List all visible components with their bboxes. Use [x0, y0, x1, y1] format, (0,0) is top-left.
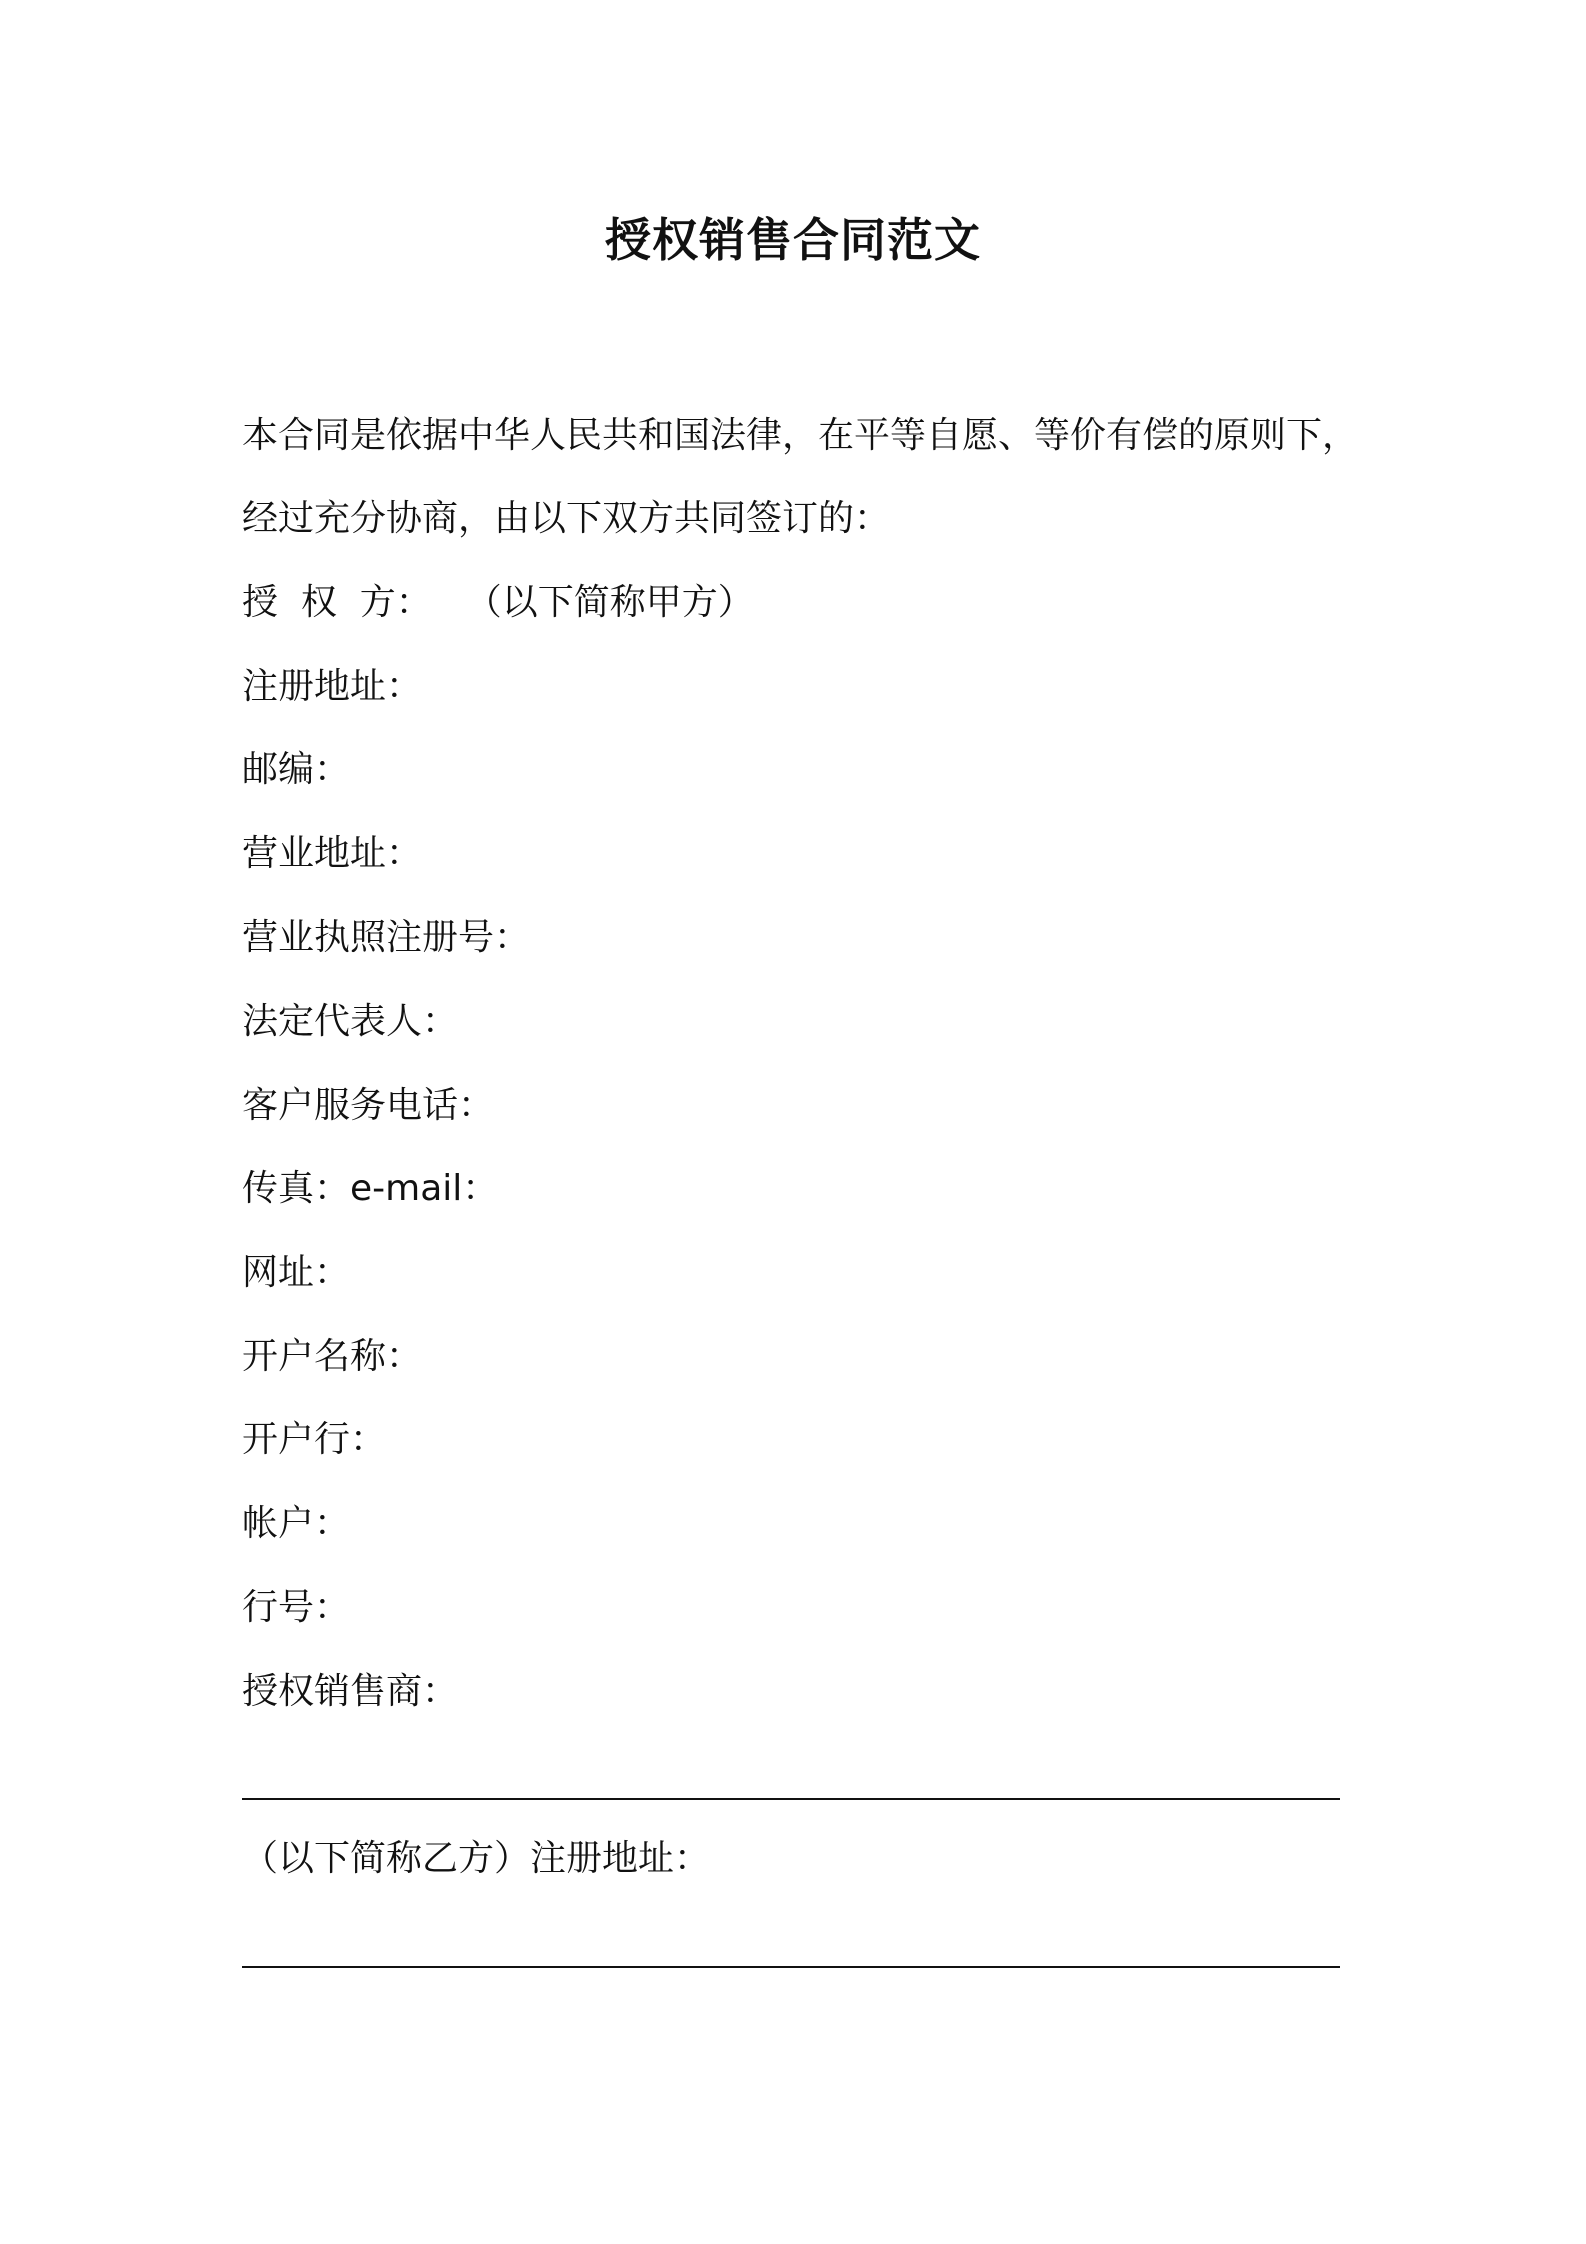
intro-line-2: 经过充分协商，由以下双方共同签订的： — [242, 498, 891, 539]
field-bank: 开户行： — [242, 1419, 387, 1460]
blank-line-party-b — [242, 1798, 1340, 1800]
party-a-row — [242, 578, 1372, 628]
field-customer-service-phone: 客户服务电话： — [242, 1085, 495, 1126]
party-a-alias: （以下简称甲方） — [483, 582, 754, 623]
party-b-label: 授权销售商： — [242, 1671, 459, 1712]
field-business-license-number: 营业执照注册号： — [242, 917, 531, 958]
field-website: 网址： — [242, 1252, 351, 1293]
field-legal-representative: 法定代表人： — [242, 1001, 459, 1042]
intro-line-1: 本合同是依据中华人民共和国法律，在平等自愿、等价有偿的原则下， — [242, 415, 1359, 456]
party-b-alias-address: （以下简称乙方）注册地址： — [242, 1838, 711, 1879]
field-fax-email: 传真：e-mail： — [242, 1168, 499, 1209]
field-postcode: 邮编： — [242, 749, 351, 790]
blank-line-party-b-address — [242, 1966, 1340, 1968]
party-a-label: 授 权 方： — [242, 582, 432, 623]
field-bank-code: 行号： — [242, 1587, 351, 1628]
document-title: 授权销售合同范文 — [605, 213, 981, 267]
field-registered-address: 注册地址： — [242, 666, 423, 707]
field-account-name: 开户名称： — [242, 1336, 423, 1377]
field-business-address: 营业地址： — [242, 833, 423, 874]
field-account: 帐户： — [242, 1503, 351, 1544]
